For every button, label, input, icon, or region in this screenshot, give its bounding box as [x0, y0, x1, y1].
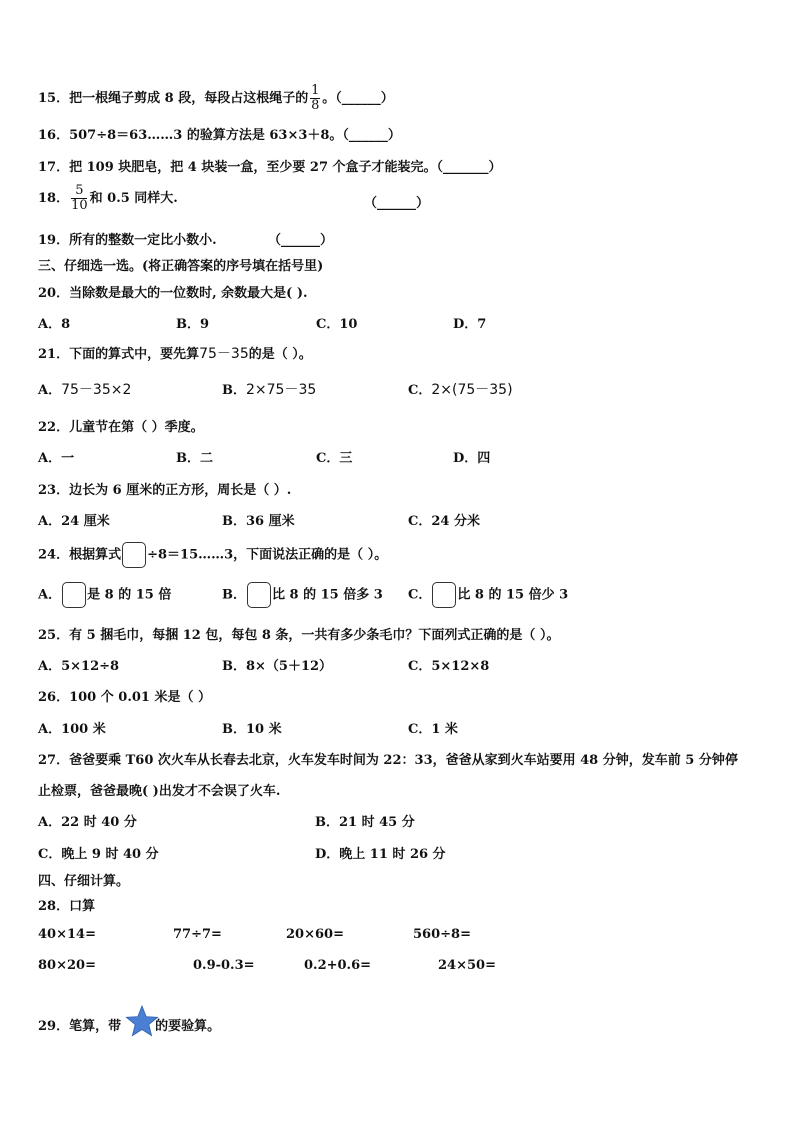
q25-option-b[interactable]: B．8×（5＋12） — [222, 659, 333, 674]
option-expression: 75－35×2 — [61, 382, 132, 398]
q26-option-b[interactable]: B．10 米 — [222, 722, 282, 737]
fraction-numerator: 1 — [311, 83, 320, 98]
q18-answer-blank[interactable]: （______） — [364, 196, 430, 211]
question-25: 25．有 5 捆毛巾，每捆 12 包，每包 8 条，一共有多少条毛巾？下面列式正确的是（ ）。 — [38, 628, 560, 643]
section-3-heading: 三、仔细选一选。(将正确答案的序号填在括号里) — [38, 259, 324, 274]
fraction-5-10 — [71, 184, 88, 213]
q27-option-c[interactable]: C．晚上 9 时 40 分 — [38, 847, 159, 862]
fraction-denominator: 8 — [311, 98, 320, 113]
option-label: A． — [38, 587, 62, 603]
q15-answer-blank[interactable]: 。（______） — [322, 91, 394, 106]
star-icon — [125, 1005, 159, 1037]
question-16: 16．507÷8＝63……3 的验算方法是 63×3＋8。（______） — [38, 128, 401, 143]
q18-number: 18． — [38, 191, 70, 206]
option-expression: 2×(75－35) — [431, 382, 513, 398]
q25-option-a[interactable]: A．5×12÷8 — [38, 659, 120, 674]
option-text: 是 8 的 15 倍 — [87, 587, 172, 603]
option-label: A． — [38, 383, 62, 398]
fraction-1-8 — [310, 84, 320, 113]
mental-math-item: 0.9-0.3= — [193, 958, 255, 973]
question-26: 26．100 个 0.01 米是（ ） — [38, 690, 211, 705]
question-28-title: 28．口算 — [38, 899, 96, 914]
q24-option-b[interactable] — [222, 582, 383, 608]
q20-option-d[interactable]: D．7 — [453, 317, 487, 332]
q22-option-c[interactable]: C．三 — [316, 451, 353, 466]
q21-text: 21．下面的算式中，要先算 — [38, 347, 200, 362]
mental-math-item: 0.2+0.6= — [304, 958, 372, 973]
fraction-numerator: 5 — [75, 183, 84, 198]
question-23: 23．边长为 6 厘米的正方形，周长是（ ）. — [38, 483, 292, 498]
option-text: 比 8 的 15 倍多 3 — [272, 587, 383, 603]
option-label: B． — [222, 587, 246, 603]
question-17: 17．把 109 块肥皂，把 4 块装一盒，至少要 27 个盒子才能装完。（_______） — [38, 160, 502, 175]
mental-math-item: 20×60= — [286, 927, 344, 942]
q24-text: 24．根据算式 — [38, 547, 122, 563]
section-4-heading: 四、仔细计算。 — [38, 874, 130, 889]
q21-text-end: 的是（ ）。 — [248, 347, 312, 362]
question-15 — [38, 84, 394, 113]
q22-option-b[interactable]: B．二 — [176, 451, 213, 466]
q21-expression: 75－35 — [199, 346, 249, 362]
q27-option-b[interactable]: B．21 时 45 分 — [315, 815, 415, 830]
blank-box — [432, 582, 456, 608]
q23-option-a[interactable]: A．24 厘米 — [38, 514, 110, 529]
question-18 — [38, 184, 178, 213]
fraction-denominator: 10 — [71, 198, 88, 213]
option-text: 比 8 的 15 倍少 3 — [457, 587, 569, 603]
option-label: C． — [408, 383, 432, 398]
mental-math-item: 40×14= — [38, 927, 96, 942]
option-label: C． — [408, 587, 432, 603]
q20-option-a[interactable]: A．8 — [38, 317, 71, 332]
q29-text: 29．笔算，带 — [38, 1019, 122, 1034]
blank-box — [62, 582, 86, 608]
q23-option-b[interactable]: B．36 厘米 — [222, 514, 295, 529]
q20-option-b[interactable]: B．9 — [176, 317, 210, 332]
q18-text: 和 0.5 同样大. — [89, 191, 178, 206]
question-21 — [38, 343, 312, 363]
blank-box — [247, 582, 271, 608]
q23-option-c[interactable]: C．24 分米 — [408, 514, 480, 529]
question-27-line-1: 27．爸爸要乘 T60 次火车从长春去北京，火车发车时间为 22：33，爸爸从家到火车站要用 48 分钟，发车前 5 分钟停 — [38, 753, 738, 768]
option-expression: 2×75－35 — [246, 382, 317, 398]
q21-option-b[interactable] — [222, 379, 316, 399]
q29-text-end: 的要验算。 — [155, 1019, 221, 1034]
q26-option-a[interactable]: A．100 米 — [38, 722, 106, 737]
q22-option-d[interactable]: D．四 — [453, 451, 491, 466]
q27-option-d[interactable]: D．晚上 11 时 26 分 — [315, 847, 446, 862]
q24-option-c[interactable] — [408, 582, 568, 608]
q26-option-c[interactable]: C．1 米 — [408, 722, 458, 737]
mental-math-item: 77÷7= — [173, 927, 222, 942]
q24-text-end: ÷8＝15……3，下面说法正确的是（ ）。 — [147, 547, 388, 563]
question-20: 20．当除数是最大的一位数时, 余数最大是( ). — [38, 286, 308, 301]
q22-option-a[interactable]: A．一 — [38, 451, 75, 466]
q15-text: 15．把一根绳子剪成 8 段，每段占这根绳子的 — [38, 91, 309, 106]
q20-option-c[interactable]: C．10 — [316, 317, 358, 332]
q25-option-c[interactable]: C．5×12×8 — [408, 659, 490, 674]
question-24 — [38, 542, 387, 568]
option-label: B． — [222, 383, 246, 398]
question-27-line-2: 止检票，爸爸最晚( )出发才不会误了火车. — [38, 784, 281, 799]
mental-math-item: 560÷8= — [413, 927, 471, 942]
question-22: 22．儿童节在第（ ）季度。 — [38, 420, 204, 435]
q27-option-a[interactable]: A．22 时 40 分 — [38, 815, 137, 830]
q19-answer-blank[interactable]: （______） — [268, 233, 334, 248]
q24-option-a[interactable] — [38, 582, 171, 608]
question-19: 19．所有的整数一定比小数小. — [38, 233, 217, 248]
mental-math-item: 80×20= — [38, 958, 96, 973]
blank-box[interactable] — [122, 542, 146, 568]
q21-option-a[interactable] — [38, 379, 131, 399]
mental-math-item: 24×50= — [438, 958, 496, 973]
q21-option-c[interactable] — [408, 379, 513, 399]
